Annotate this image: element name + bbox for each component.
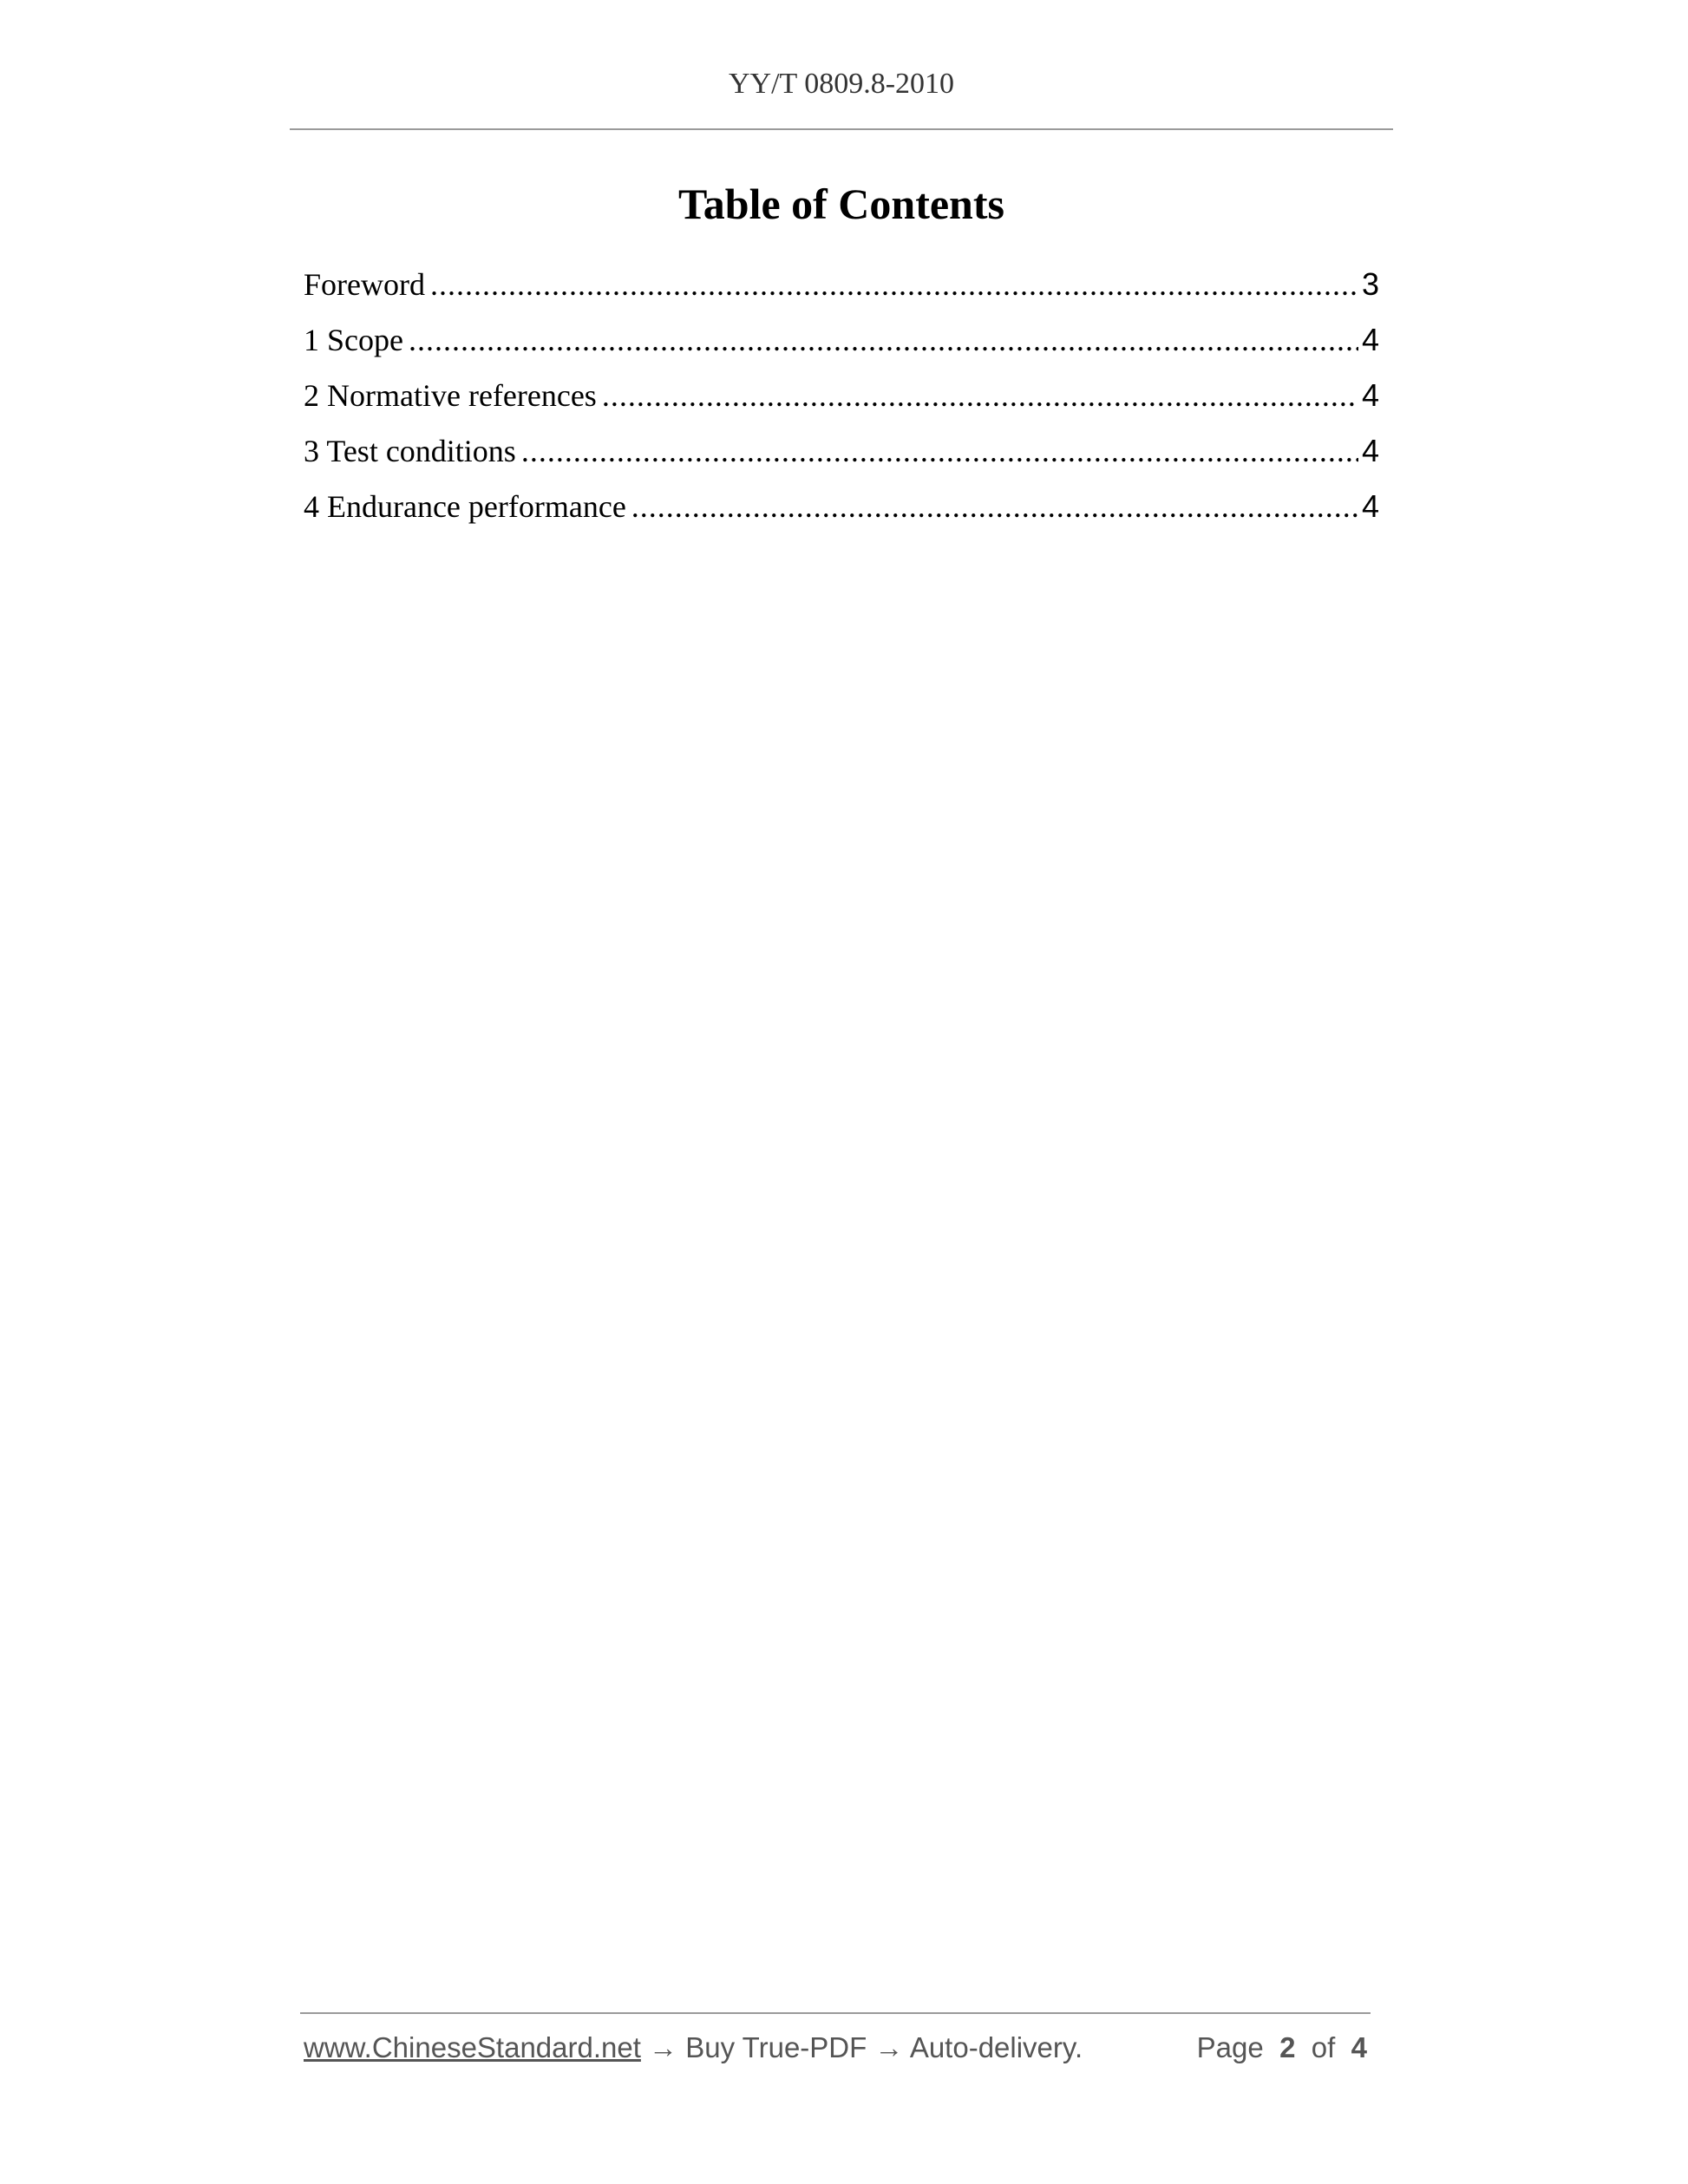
toc-entry-label: Foreword [304, 267, 425, 302]
current-page-number: 2 [1279, 2031, 1296, 2063]
toc-title: Table of Contents [678, 180, 1004, 228]
toc-entry-page: 4 [1361, 377, 1379, 413]
toc-entry-label: 4 Endurance performance [304, 489, 626, 524]
total-pages-number: 4 [1351, 2031, 1367, 2063]
document-header: YY/T 0809.8-2010 [728, 68, 955, 100]
toc-entry-scope[interactable] [304, 312, 1379, 368]
header-divider [290, 128, 1393, 130]
toc-leader-dots [430, 257, 1358, 312]
toc-entry-page: 4 [1361, 488, 1379, 524]
toc-list [304, 257, 1379, 534]
toc-entry-normative-references[interactable] [304, 368, 1379, 423]
footer-promo-text: → Buy True-PDF → Auto-delivery. [649, 2031, 1083, 2063]
toc-leader-dots [602, 368, 1358, 423]
toc-leader-dots [631, 479, 1358, 534]
toc-entry-test-conditions[interactable] [304, 423, 1379, 479]
toc-leader-dots [521, 423, 1358, 479]
toc-entry-label: 3 Test conditions [304, 434, 516, 468]
toc-entry-page: 4 [1361, 433, 1379, 468]
footer-divider [300, 2012, 1371, 2014]
page-indicator [1197, 2031, 1367, 2064]
footer-promo [304, 2031, 1083, 2064]
website-link[interactable]: www.ChineseStandard.net [304, 2031, 641, 2063]
of-word: of [1311, 2031, 1336, 2063]
toc-entry-label: 1 Scope [304, 323, 403, 357]
toc-entry-endurance-performance[interactable] [304, 479, 1379, 534]
toc-entry-foreword[interactable] [304, 257, 1379, 312]
toc-entry-page: 4 [1361, 322, 1379, 357]
toc-leader-dots [409, 312, 1358, 368]
toc-entry-page: 3 [1361, 266, 1379, 302]
page-word: Page [1196, 2031, 1264, 2063]
toc-entry-label: 2 Normative references [304, 378, 597, 413]
